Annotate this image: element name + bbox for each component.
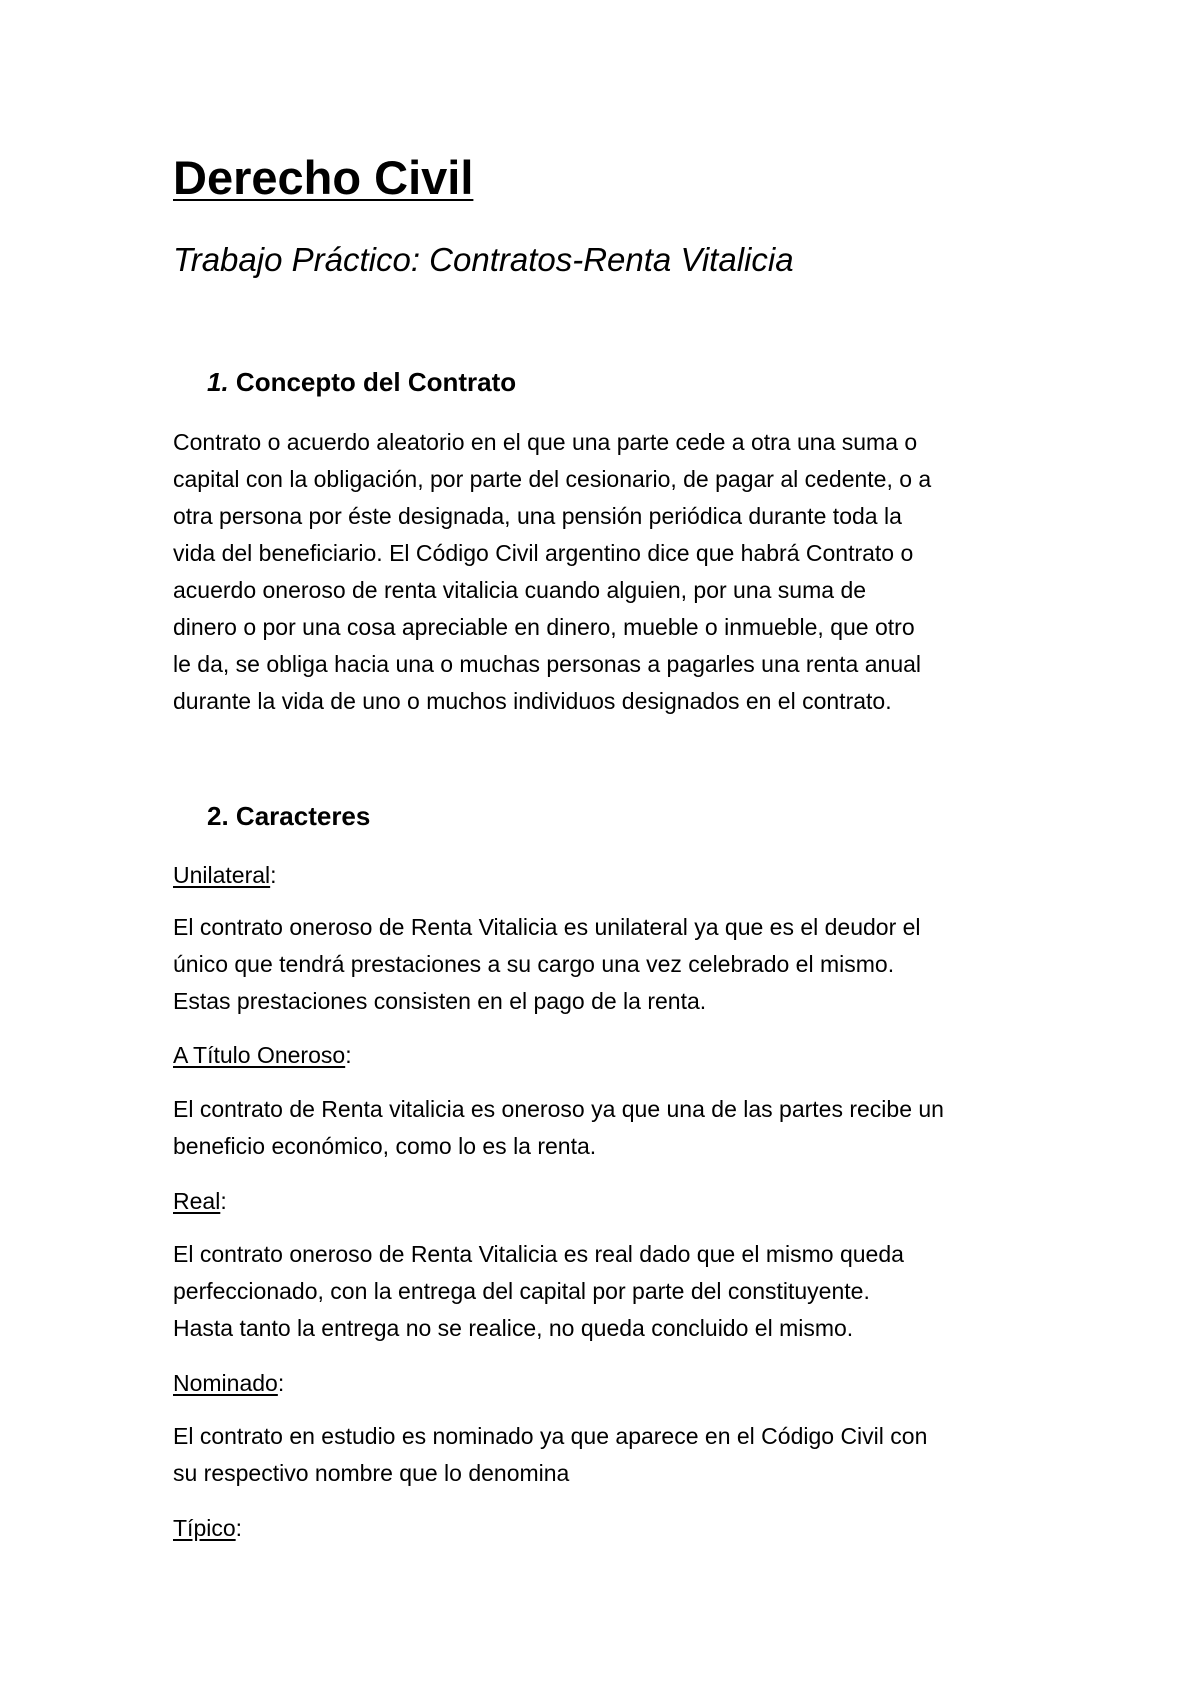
paragraph-line: El contrato oneroso de Renta Vitalicia es unilateral ya que es el deudor el [173, 914, 921, 940]
paragraph-line: dinero o por una cosa apreciable en dinero, mueble o inmueble, que otro [173, 614, 915, 640]
section-title: Concepto del Contrato [235, 367, 517, 397]
term-colon: : [235, 1515, 243, 1541]
section-number: 1. [207, 367, 229, 397]
paragraph-line: acuerdo oneroso de renta vitalicia cuando alguien, por una suma de [173, 577, 867, 603]
section-title: Caracteres [235, 801, 371, 831]
paragraph-line: su respectivo nombre que lo denomina [173, 1460, 570, 1486]
term-real [173, 1186, 227, 1216]
paragraph-concepto [173, 424, 1053, 720]
paragraph-line: El contrato en estudio es nominado ya que aparece en el Código Civil con [173, 1423, 928, 1449]
term-label: Típico [173, 1515, 236, 1541]
paragraph-line: El contrato de Renta vitalicia es oneroso ya que una de las partes recibe un [173, 1096, 944, 1122]
term-label: Real [173, 1188, 221, 1214]
paragraph-line: durante la vida de uno o muchos individuos designados en el contrato. [173, 688, 892, 714]
paragraph-line: otra persona por éste designada, una pensión periódica durante toda la [173, 503, 902, 529]
paragraph-line: le da, se obliga hacia una o muchas personas a pagarles una renta anual [173, 651, 922, 677]
paragraph-line: capital con la obligación, por parte del cesionario, de pagar al cedente, o a [173, 466, 932, 492]
term-label: Unilateral [173, 862, 271, 888]
term-titulo-oneroso [173, 1040, 352, 1070]
document-title: Derecho Civil [173, 151, 474, 204]
paragraph-line: Hasta tanto la entrega no se realice, no queda concluido el mismo. [173, 1315, 854, 1341]
term-unilateral [173, 860, 277, 890]
term-tipico [173, 1513, 242, 1543]
paragraph-line: único que tendrá prestaciones a su cargo una vez celebrado el mismo. [173, 951, 895, 977]
section-heading-caracteres [207, 801, 370, 832]
paragraph-line: Contrato o acuerdo aleatorio en el que una parte cede a otra una suma o [173, 429, 918, 455]
paragraph-line: Estas prestaciones consisten en el pago de la renta. [173, 988, 707, 1014]
document-subtitle: Trabajo Práctico: Contratos-Renta Vitalicia [173, 241, 794, 278]
paragraph-nominado [173, 1418, 1053, 1492]
term-colon: : [345, 1042, 352, 1068]
paragraph-line: vida del beneficiario. El Código Civil argentino dice que habrá Contrato o [173, 540, 914, 566]
term-colon: : [277, 1370, 285, 1396]
paragraph-titulo-oneroso [173, 1091, 1053, 1165]
term-colon: : [270, 862, 277, 888]
paragraph-real [173, 1236, 1053, 1347]
paragraph-line: beneficio económico, como lo es la renta. [173, 1133, 597, 1159]
section-number: 2. [207, 801, 229, 831]
term-label: Nominado [173, 1370, 278, 1396]
paragraph-line: El contrato oneroso de Renta Vitalicia es real dado que el mismo queda [173, 1241, 904, 1267]
term-colon: : [220, 1188, 227, 1214]
section-heading-concepto [207, 367, 516, 398]
paragraph-unilateral [173, 909, 1053, 1020]
paragraph-line: perfeccionado, con la entrega del capital por parte del constituyente. [173, 1278, 870, 1304]
term-label: A Título Oneroso [173, 1042, 346, 1068]
term-nominado [173, 1368, 284, 1398]
